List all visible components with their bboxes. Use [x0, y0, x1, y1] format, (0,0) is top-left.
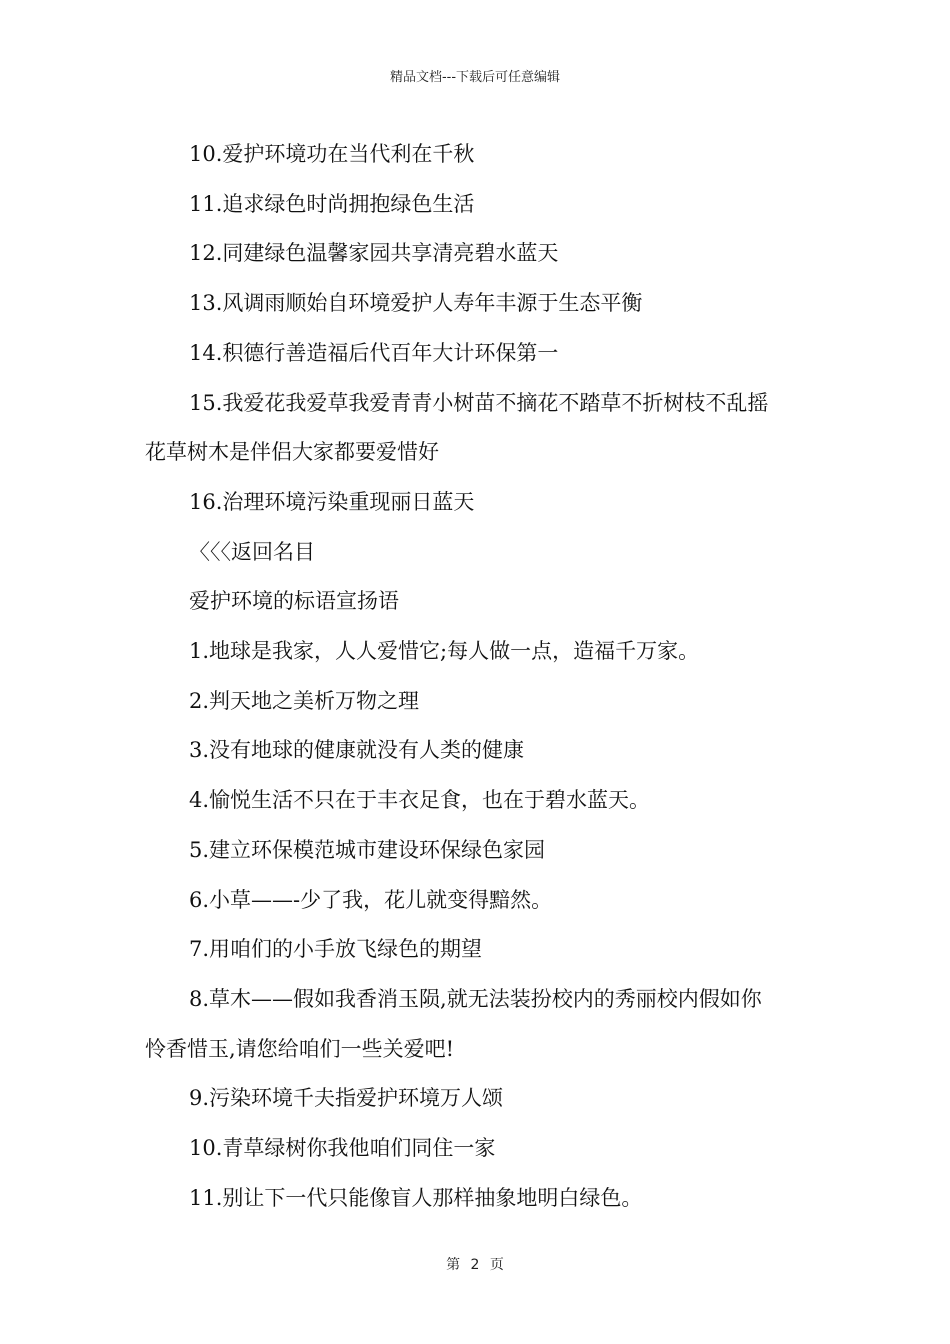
slogan-line-continuation: 怜香惜玉,请您给咱们一些关爱吧! [145, 1036, 455, 1061]
slogan-line: 5.建立环保模范城市建设环保绿色家园 [189, 837, 546, 862]
slogan-line: 4.愉悦生活不只在于丰衣足食，也在于碧水蓝天。 [189, 788, 651, 813]
slogan-line: 1.地球是我家，人人爱惜它;每人做一点，造福千万家。 [189, 639, 700, 664]
slogan-line: 9.污染环境千夫指爱护环境万人颂 [189, 1086, 504, 1111]
slogan-line: 2.判天地之美析万物之理 [189, 688, 420, 713]
document-body [145, 130, 810, 1223]
section-title: 爱护环境的标语宣扬语 [189, 589, 399, 614]
page-number-suffix: 页 [489, 1257, 504, 1273]
page-footer [0, 1254, 950, 1274]
back-to-contents-link[interactable]: 〈〈〈返回名目 [189, 539, 315, 564]
page-number-prefix: 第 [446, 1257, 461, 1273]
slogan-line: 3.没有地球的健康就没有人类的健康 [189, 738, 525, 763]
slogan-line: 13.风调雨顺始自环境爱护人寿年丰源于生态平衡 [189, 291, 643, 316]
slogan-line: 10.青草绿树你我他咱们同住一家 [189, 1136, 496, 1161]
slogan-line: 11.别让下一代只能像盲人那样抽象地明白绿色。 [189, 1185, 643, 1210]
slogan-line: 11.追求绿色时尚拥抱绿色生活 [189, 191, 475, 216]
slogan-line: 12.同建绿色温馨家园共享清亮碧水蓝天 [189, 241, 559, 266]
slogan-line: 6.小草——-少了我，花儿就变得黯然。 [189, 887, 553, 912]
slogan-line: 7.用咱们的小手放飞绿色的期望 [189, 937, 483, 962]
slogan-line-continuation: 花草树木是伴侣大家都要爱惜好 [145, 440, 439, 465]
slogan-line: 10.爱护环境功在当代利在千秋 [189, 142, 475, 166]
slogan-line: 16.治理环境污染重现丽日蓝天 [189, 489, 475, 514]
page-header: 精品文档---下载后可任意编辑 [389, 70, 561, 85]
page-number: 2 [470, 1257, 480, 1273]
slogan-line: 14.积德行善造福后代百年大计环保第一 [189, 340, 559, 365]
slogan-line: 15.我爱花我爱草我爱青青小树苗不摘花不踏草不折树枝不乱摇 [189, 390, 769, 415]
slogan-line: 8.草木——假如我香消玉陨,就无法装扮校内的秀丽校内假如你 [189, 986, 762, 1011]
